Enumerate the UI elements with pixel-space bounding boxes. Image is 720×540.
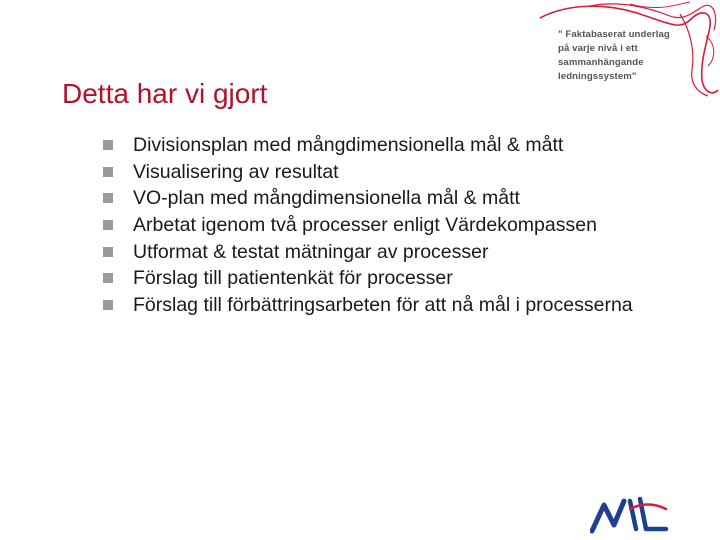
square-bullet-icon [103,247,113,257]
slide-title: Detta har vi gjort [62,78,268,109]
tagline-line: " Faktabaserat underlag [558,29,670,40]
square-bullet-icon [103,193,113,203]
bullet-item [103,267,663,290]
bullet-list [103,134,663,321]
square-bullet-icon [103,167,113,177]
bullet-text: VO-plan med mångdimensionella mål & mått [133,187,520,210]
square-bullet-icon [103,273,113,283]
tagline [558,28,698,84]
square-bullet-icon [103,140,113,150]
square-bullet-icon [103,220,113,230]
bullet-item [103,241,663,264]
bullet-item [103,187,663,210]
bullet-item [103,214,663,237]
nll-logo-icon [590,495,670,535]
bullet-item [103,161,663,184]
tagline-line: sammanhängande [558,57,644,68]
square-bullet-icon [103,300,113,310]
bullet-text: Förslag till förbättringsarbeten för att nå mål i processerna [133,294,633,317]
bullet-text: Arbetat igenom två processer enligt Värdekompassen [133,214,597,237]
bullet-item [103,294,663,317]
bullet-item [103,134,663,157]
bullet-text: Utformat & testat mätningar av processer [133,240,489,263]
tagline-line: på varje nivå i ett [558,43,638,54]
bullet-text: Divisionsplan med mångdimensionella mål & mått [133,134,564,156]
bullet-text: Visualisering av resultat [133,160,339,183]
bullet-text: Förslag till patientenkät för processer [133,267,453,290]
tagline-line: ledningssystem" [558,71,637,82]
